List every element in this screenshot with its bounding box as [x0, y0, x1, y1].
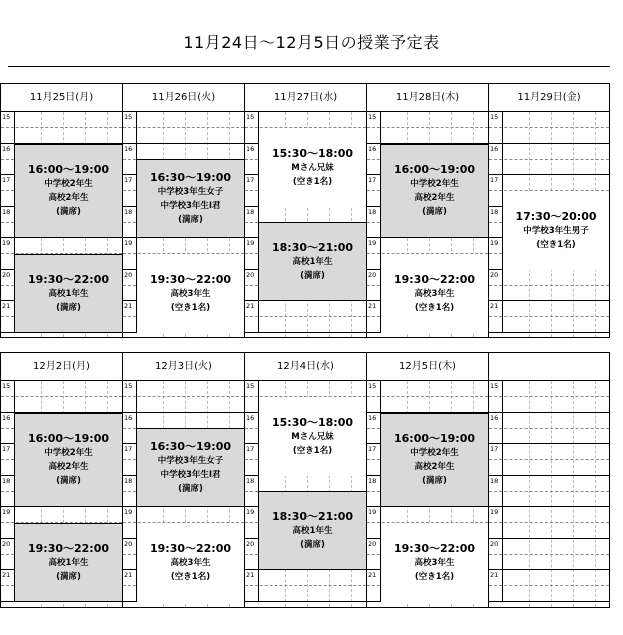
hour-label: 21 [2, 302, 11, 310]
class-detail: (満席) [178, 484, 203, 495]
class-block [137, 428, 244, 507]
class-detail: (満席) [300, 540, 325, 551]
class-block [137, 523, 244, 602]
class-detail: 高校3年生 [170, 557, 211, 568]
hour-label: 16 [2, 413, 11, 422]
hour-label: 17 [246, 445, 255, 453]
day-column [366, 84, 488, 337]
hour-label: 18 [246, 207, 255, 216]
hour-label: 16 [2, 144, 11, 153]
day-column [488, 84, 610, 337]
hour-label: 21 [490, 571, 499, 579]
hour-label: 17 [368, 445, 377, 453]
class-detail: 高校1年生 [48, 557, 89, 568]
class-time: 16:00～19:00 [393, 432, 476, 446]
class-block [381, 413, 488, 508]
hour-label: 17 [246, 176, 255, 184]
day-header [489, 353, 609, 381]
half-hour-line [489, 396, 609, 397]
class-detail: 中学校3年生男子 [523, 225, 589, 236]
hour-grid [489, 112, 609, 337]
hour-label: 17 [490, 176, 499, 184]
class-block [259, 222, 366, 301]
class-block [381, 254, 488, 333]
half-hour-line [123, 396, 244, 397]
class-detail: (満席) [56, 207, 81, 218]
day-column [0, 84, 122, 337]
half-hour-line [1, 127, 122, 128]
class-time: 16:00～19:00 [27, 163, 110, 177]
hour-label: 21 [246, 571, 255, 579]
class-detail: 高校1年生 [292, 257, 333, 268]
hour-label: 19 [490, 239, 499, 247]
class-detail: 中学校3年生女子 [157, 187, 224, 198]
hour-label: 16 [368, 413, 377, 422]
hour-label: 18 [246, 476, 255, 485]
hour-label: 19 [490, 508, 499, 516]
class-time: 15:30～18:00 [271, 146, 354, 160]
class-detail: Mさん兄妹 [291, 162, 334, 173]
class-detail: 中学校2年生 [410, 179, 459, 190]
hour-label: 20 [2, 539, 11, 548]
hour-label: 16 [246, 413, 255, 422]
class-time: 18:30～21:00 [271, 241, 354, 255]
class-time: 19:30～22:00 [393, 541, 476, 555]
hour-row [489, 381, 609, 413]
hour-label: 20 [124, 539, 133, 548]
title-underline [8, 66, 610, 67]
hour-label: 21 [490, 302, 499, 310]
hour-label: 18 [2, 207, 11, 216]
hour-grid [245, 112, 366, 337]
hour-grid [1, 381, 122, 607]
class-detail: 高校1年生 [292, 526, 333, 537]
day-header: 11月28日(木) [367, 84, 488, 112]
hour-row [489, 413, 609, 445]
class-detail: (満席) [178, 215, 203, 226]
half-hour-line [489, 159, 609, 160]
class-detail: 中学校2年生 [44, 448, 93, 459]
class-detail: 高校1年生 [48, 288, 89, 299]
hour-label: 19 [2, 239, 11, 247]
hour-label: 17 [124, 176, 133, 184]
class-block [15, 413, 122, 508]
hour-label: 20 [368, 270, 377, 279]
hour-grid [123, 112, 244, 337]
class-detail: 高校3年生 [414, 288, 455, 299]
class-detail: 中学校3年生女子 [157, 456, 224, 467]
class-block [15, 254, 122, 333]
class-time: 16:30～19:00 [149, 440, 232, 454]
hour-label: 20 [2, 270, 11, 279]
class-detail: 中学校3年生I君 [160, 201, 221, 212]
class-block [259, 128, 366, 207]
hour-label: 17 [490, 445, 499, 453]
half-hour-line [489, 585, 609, 586]
hour-label: 21 [368, 571, 377, 579]
hour-row [1, 112, 122, 144]
class-detail: (空き1名) [414, 302, 455, 313]
day-column [366, 353, 488, 607]
half-hour-line [367, 396, 488, 397]
class-detail: (空き1名) [292, 176, 333, 187]
hour-label: 20 [246, 539, 255, 548]
class-time: 16:00～19:00 [27, 432, 110, 446]
hour-label: 15 [246, 382, 255, 390]
class-block [381, 523, 488, 602]
class-detail: 中学校3年生I君 [160, 470, 221, 481]
class-detail: 中学校2年生 [410, 448, 459, 459]
hour-label: 19 [124, 239, 133, 247]
class-detail: (満席) [56, 302, 81, 313]
half-hour-line [489, 554, 609, 555]
hour-row [489, 476, 609, 508]
hour-label: 15 [490, 113, 499, 121]
hour-label: 19 [124, 508, 133, 516]
half-hour-line [489, 127, 609, 128]
half-hour-line [245, 316, 366, 317]
class-time: 18:30～21:00 [271, 510, 354, 524]
hour-row [245, 570, 366, 602]
day-header: 12月3日(火) [123, 353, 244, 381]
hour-row [489, 301, 609, 333]
hour-label: 16 [490, 413, 499, 422]
hour-label: 18 [2, 476, 11, 485]
hour-label: 16 [490, 144, 499, 153]
hour-grid [367, 112, 488, 337]
class-detail: 高校2年生 [414, 462, 455, 473]
half-hour-line [489, 316, 609, 317]
class-block [15, 523, 122, 602]
hour-label: 18 [368, 207, 377, 216]
class-detail: (空き1名) [170, 302, 211, 313]
day-header: 11月26日(火) [123, 84, 244, 112]
day-column [244, 84, 366, 337]
class-detail: 高校3年生 [414, 557, 455, 568]
hour-row [367, 112, 488, 144]
hour-row [489, 270, 609, 302]
class-detail: 高校2年生 [414, 193, 455, 204]
hour-label: 16 [124, 413, 133, 422]
class-detail: (満席) [422, 207, 447, 218]
hour-label: 21 [124, 302, 133, 310]
half-hour-line [489, 428, 609, 429]
hour-label: 17 [2, 176, 11, 184]
hour-row [489, 144, 609, 176]
hour-label: 19 [368, 508, 377, 516]
hour-row [489, 112, 609, 144]
class-detail: (空き1名) [292, 445, 333, 456]
hour-label: 18 [124, 207, 133, 216]
class-time: 19:30～22:00 [149, 541, 232, 555]
hour-row [1, 381, 122, 413]
hour-label: 18 [490, 207, 499, 216]
class-block [137, 254, 244, 333]
class-detail: (空き1名) [414, 571, 455, 582]
day-column [488, 353, 610, 607]
hour-label: 16 [246, 144, 255, 153]
hour-label: 21 [368, 302, 377, 310]
hour-label: 20 [490, 270, 499, 279]
class-time: 16:00～19:00 [393, 163, 476, 177]
hour-grid [123, 381, 244, 607]
class-detail: 高校3年生 [170, 288, 211, 299]
day-column [122, 353, 244, 607]
hour-label: 15 [490, 382, 499, 390]
day-header: 11月27日(水) [245, 84, 366, 112]
class-detail: (空き1名) [170, 571, 211, 582]
day-column [244, 353, 366, 607]
hour-grid [245, 381, 366, 607]
hour-label: 20 [490, 539, 499, 548]
class-block [15, 144, 122, 239]
class-time: 16:30～19:00 [149, 171, 232, 185]
hour-row [489, 539, 609, 571]
class-block [381, 144, 488, 239]
class-time: 19:30～22:00 [393, 272, 476, 286]
hour-grid [489, 381, 609, 607]
hour-row [367, 381, 488, 413]
class-detail: (満席) [56, 571, 81, 582]
hour-label: 18 [124, 476, 133, 485]
hour-label: 17 [2, 445, 11, 453]
class-time: 17:30～20:00 [515, 209, 597, 223]
class-detail: 高校2年生 [48, 462, 89, 473]
hour-label: 19 [246, 508, 255, 516]
hour-label: 15 [2, 113, 11, 121]
half-hour-line [367, 127, 488, 128]
class-detail: 高校2年生 [48, 193, 89, 204]
half-hour-line [245, 585, 366, 586]
hour-row [245, 301, 366, 333]
hour-label: 15 [246, 113, 255, 121]
hour-label: 21 [124, 571, 133, 579]
class-detail: Mさん兄妹 [291, 431, 334, 442]
class-detail: 中学校2年生 [44, 179, 93, 190]
hour-label: 15 [124, 113, 133, 121]
day-column [0, 353, 122, 607]
day-header: 11月29日(金) [489, 84, 609, 112]
page-title: 11月24日～12月5日の授業予定表 [183, 33, 440, 52]
day-header: 12月2日(月) [1, 353, 122, 381]
hour-label: 19 [2, 508, 11, 516]
class-block [259, 491, 366, 570]
hour-label: 16 [124, 144, 133, 153]
hour-row [123, 112, 244, 144]
half-hour-line [489, 491, 609, 492]
class-detail: (満席) [422, 476, 447, 487]
half-hour-line [123, 127, 244, 128]
class-time: 19:30～22:00 [27, 541, 110, 555]
week-1-schedule [0, 83, 610, 338]
hour-row [123, 381, 244, 413]
day-header: 12月4日(水) [245, 353, 366, 381]
hour-label: 21 [2, 571, 11, 579]
hour-label: 19 [246, 239, 255, 247]
class-block [137, 159, 244, 238]
class-block [503, 191, 609, 270]
hour-label: 19 [368, 239, 377, 247]
class-block [259, 397, 366, 476]
hour-label: 18 [490, 476, 499, 485]
hour-label: 18 [368, 476, 377, 485]
class-time: 19:30～22:00 [149, 272, 232, 286]
hour-label: 15 [2, 382, 11, 390]
day-header: 11月25日(月) [1, 84, 122, 112]
half-hour-line [489, 285, 609, 286]
class-detail: (空き1名) [536, 239, 576, 250]
hour-row [489, 444, 609, 476]
hour-label: 15 [368, 382, 377, 390]
hour-label: 20 [124, 270, 133, 279]
hour-label: 20 [368, 539, 377, 548]
hour-label: 15 [368, 113, 377, 121]
hour-row [489, 570, 609, 602]
hour-label: 20 [246, 270, 255, 279]
half-hour-line [1, 396, 122, 397]
hour-grid [1, 112, 122, 337]
half-hour-line [489, 459, 609, 460]
hour-label: 16 [368, 144, 377, 153]
class-time: 19:30～22:00 [27, 272, 110, 286]
hour-label: 17 [368, 176, 377, 184]
hour-row [489, 507, 609, 539]
half-hour-line [489, 522, 609, 523]
class-detail: (満席) [300, 271, 325, 282]
day-column [122, 84, 244, 337]
hour-label: 21 [246, 302, 255, 310]
hour-label: 17 [124, 445, 133, 453]
hour-label: 15 [124, 382, 133, 390]
hour-grid [367, 381, 488, 607]
class-detail: (満席) [56, 476, 81, 487]
day-header: 12月5日(木) [367, 353, 488, 381]
class-time: 15:30～18:00 [271, 415, 354, 429]
week-2-schedule [0, 352, 610, 608]
